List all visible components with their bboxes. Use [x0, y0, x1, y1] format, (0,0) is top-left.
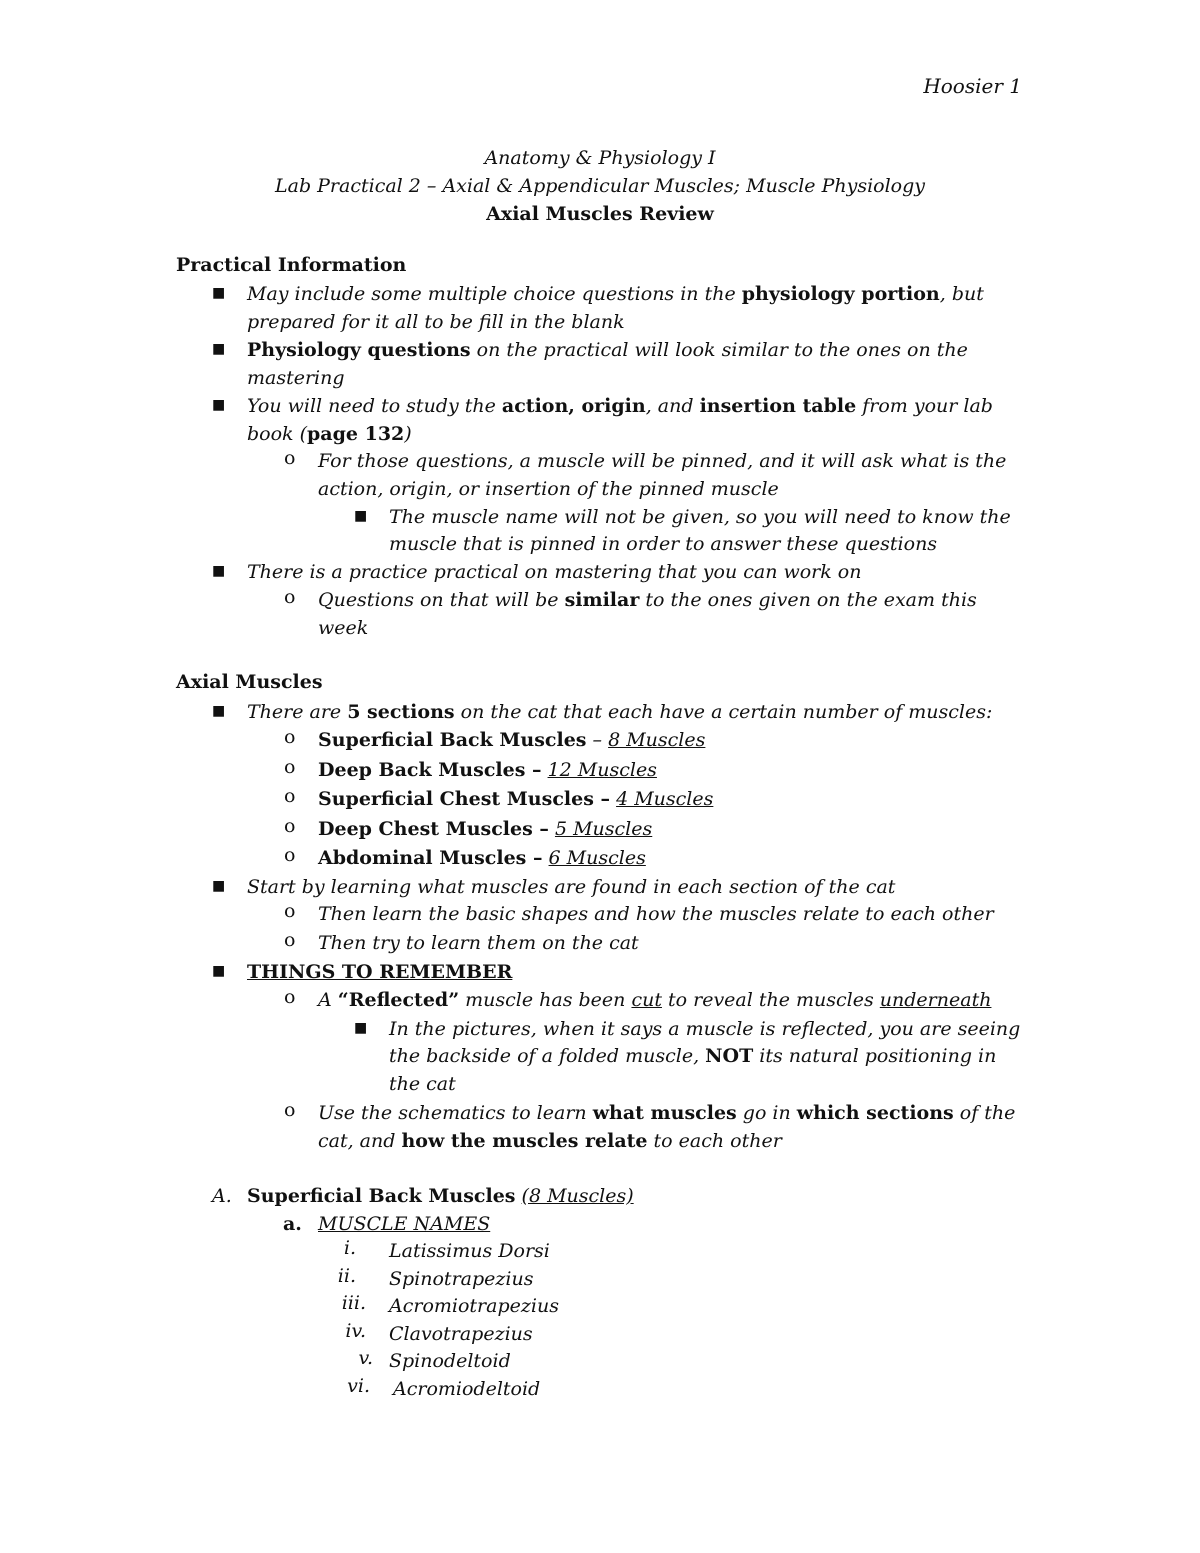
sub-bullet-marker: o [284, 726, 296, 748]
practical-bullet-1-cont: prepared for it all to be fill in the blank [247, 311, 625, 333]
bullet-marker: ■ [212, 397, 226, 413]
practical-sub-2-cont: week [318, 617, 369, 639]
practical-subsub-1-cont: muscle that is pinned in order to answer these questions [389, 533, 938, 555]
page-header-label: Hoosier 1 [923, 74, 1022, 98]
muscle-name: Spinotrapezius [389, 1268, 534, 1290]
axial-section-item: Deep Chest Muscles – 5 Muscles [318, 818, 653, 840]
practical-sub-2: Questions on that will be similar to the ones given on the exam this [318, 589, 977, 611]
remember-item-2-cont: cat, and how the muscles relate to each other [318, 1130, 782, 1152]
practical-bullet-1: May include some multiple choice questions in the physiology portion, but [247, 283, 984, 305]
bullet-marker: ■ [354, 1020, 368, 1036]
sub-bullet-marker: o [284, 586, 296, 608]
course-title: Anatomy & Physiology I [484, 147, 716, 169]
practical-sub-1: For those questions, a muscle will be pinned, and it will ask what is the [318, 450, 1007, 472]
things-to-remember: THINGS TO REMEMBER [247, 961, 513, 983]
roman-numeral: iii. [341, 1292, 366, 1314]
practical-bullet-2: Physiology questions on the practical will look similar to the ones on the [247, 339, 968, 361]
axial-section-item: Superficial Chest Muscles – 4 Muscles [318, 788, 714, 810]
remember-subitem-1-cont: the backside of a folded muscle, NOT its natural positioning in [389, 1045, 997, 1067]
bullet-marker: ■ [212, 563, 226, 579]
roman-numeral: vi. [347, 1375, 370, 1397]
remember-item-2: Use the schematics to learn what muscles go in which sections of the [318, 1102, 1016, 1124]
bullet-marker: ■ [212, 963, 226, 979]
axial-section-item: Abdominal Muscles – 6 Muscles [318, 847, 646, 869]
axial-bullet-2-sub-2: Then try to learn them on the cat [318, 932, 639, 954]
sub-section-marker: a. [283, 1213, 302, 1235]
practical-sub-1-cont: action, origin, or insertion of the pinned muscle [318, 478, 779, 500]
bullet-marker: ■ [212, 341, 226, 357]
bullet-marker: ■ [212, 703, 226, 719]
bullet-marker: ■ [354, 508, 368, 524]
axial-bullet-2: Start by learning what muscles are found in each section of the cat [247, 876, 896, 898]
practical-bullet-2-cont: mastering [247, 367, 345, 389]
sub-bullet-marker: o [284, 785, 296, 807]
sub-bullet-marker: o [284, 986, 296, 1008]
axial-bullet-2-sub-1: Then learn the basic shapes and how the muscles relate to each other [318, 903, 994, 925]
muscle-names-label: MUSCLE NAMES [318, 1213, 491, 1235]
section-a-heading: Superficial Back Muscles (8 Muscles) [247, 1185, 634, 1207]
remember-item-1: A “Reflected” muscle has been cut to reveal the muscles underneath [318, 989, 992, 1011]
review-heading: Axial Muscles Review [486, 203, 714, 225]
muscle-name: Clavotrapezius [389, 1323, 533, 1345]
practical-subsub-1: The muscle name will not be given, so you will need to know the [389, 506, 1011, 528]
muscle-name: Acromiodeltoid [393, 1378, 541, 1400]
axial-section-item: Superficial Back Muscles – 8 Muscles [318, 729, 706, 751]
axial-section-item: Deep Back Muscles – 12 Muscles [318, 759, 657, 781]
muscle-name: Latissimus Dorsi [389, 1240, 550, 1262]
roman-numeral: ii. [337, 1265, 356, 1287]
practical-heading: Practical Information [176, 254, 407, 276]
roman-numeral: iv. [345, 1320, 366, 1342]
remember-subitem-1: In the pictures, when it says a muscle is reflected, you are seeing [389, 1018, 1021, 1040]
roman-numeral: i. [343, 1237, 356, 1259]
sub-bullet-marker: o [284, 1099, 296, 1121]
axial-bullet-1: There are 5 sections on the cat that each have a certain number of muscles: [247, 701, 993, 723]
sub-bullet-marker: o [284, 447, 296, 469]
title-block [0, 144, 1200, 228]
practical-bullet-3: You will need to study the action, origin, and insertion table from your lab [247, 395, 993, 417]
practical-bullet-3-cont: book (page 132) [247, 423, 412, 445]
sub-bullet-marker: o [284, 844, 296, 866]
roman-numeral: v. [358, 1347, 373, 1369]
lab-subtitle: Lab Practical 2 – Axial & Appendicular Muscles; Muscle Physiology [275, 175, 925, 197]
axial-heading: Axial Muscles [176, 671, 323, 693]
bullet-marker: ■ [212, 878, 226, 894]
muscle-name: Acromiotrapezius [389, 1295, 559, 1317]
sub-bullet-marker: o [284, 929, 296, 951]
muscle-name: Spinodeltoid [389, 1350, 511, 1372]
sub-bullet-marker: o [284, 815, 296, 837]
remember-subitem-1-cont2: the cat [389, 1073, 456, 1095]
section-a-marker: A. [212, 1185, 232, 1207]
practical-bullet-4: There is a practice practical on mastering that you can work on [247, 561, 862, 583]
sub-bullet-marker: o [284, 900, 296, 922]
sub-bullet-marker: o [284, 756, 296, 778]
bullet-marker: ■ [212, 285, 226, 301]
